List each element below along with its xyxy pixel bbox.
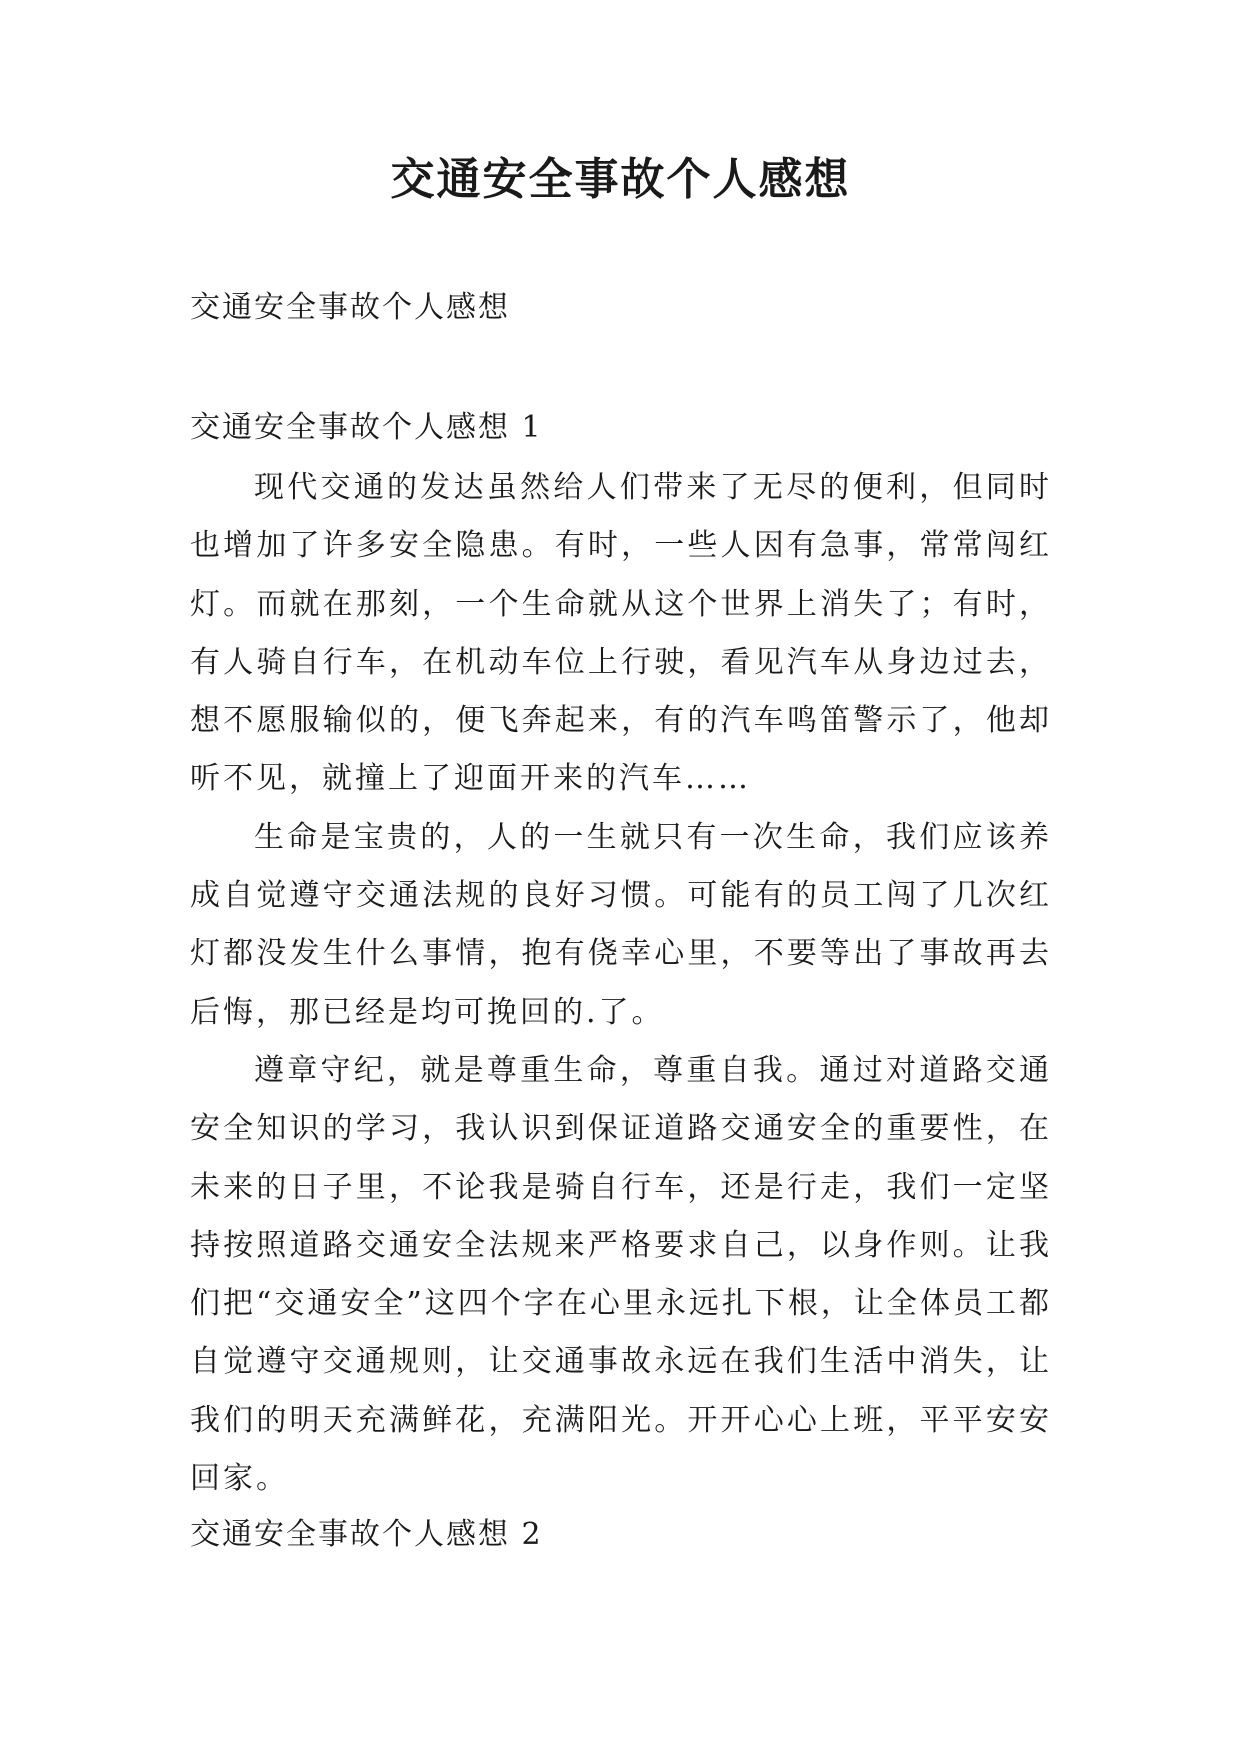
section-1 — [190, 408, 1052, 1508]
section-heading-1: 交通安全事故个人感想 1 — [190, 410, 543, 445]
document-subtitle: 交通安全事故个人感想 — [190, 290, 510, 325]
document-title: 交通安全事故个人感想 — [390, 154, 851, 205]
paragraph-2: 生命是宝贵的，人的一生就只有一次生命，我们应该养成自觉遵守交通法规的良好习惯。可能有的员工闯了几次红灯都没发生什么事情，抱有侥幸心里，不要等出了事故再去后悔，那已经是均可挽回的.了。 — [190, 819, 1052, 1030]
section-heading-2: 交通安全事故个人感想 2 — [190, 1517, 543, 1552]
paragraph-1: 现代交通的发达虽然给人们带来了无尽的便利，但同时也增加了许多安全隐患。有时，一些人因有急事，常常闯红灯。而就在那刻，一个生命就从这个世界上消失了；有时，有人骑自行车，在机动车位上行驶，看见汽车从身边过去，想不愿服输似的，便飞奔起来，有的汽车鸣笛警示了，他却听不见，就撞上了迎面开来的汽车…… — [190, 470, 1052, 797]
paragraph-3: 遵章守纪，就是尊重生命，尊重自我。通过对道路交通安全知识的学习，我认识到保证道路交通安全的重要性，在未来的日子里，不论我是骑自行车，还是行走，我们一定坚持按照道路交通安全法规来严格要求自己，以身作则。让我们把“交通安全”这四个字在心里永远扎下根，让全体员工都自觉遵守交通规则，让交通事故永远在我们生活中消失，让我们的明天充满鲜花，充满阳光。开开心心上班，平平安安回家。 — [190, 1052, 1052, 1497]
